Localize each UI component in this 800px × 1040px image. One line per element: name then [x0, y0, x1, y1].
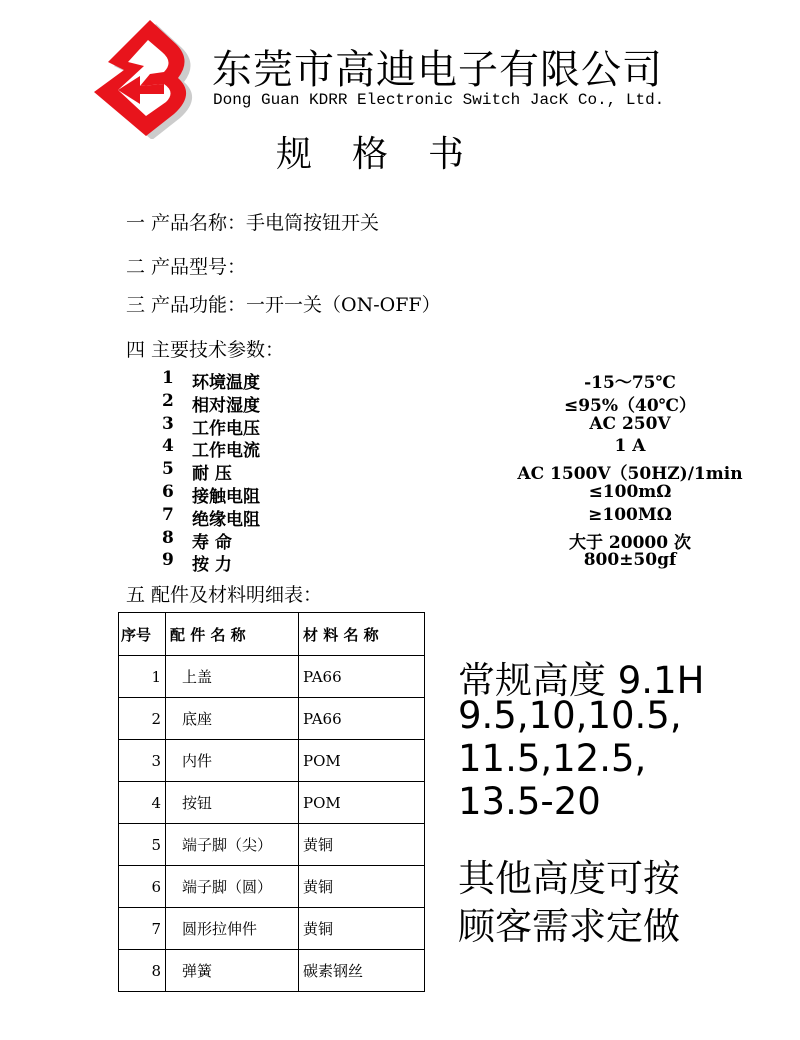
row-index: 6 — [119, 866, 166, 908]
header-material: 材 料 名 称 — [299, 613, 425, 656]
row-index: 2 — [119, 698, 166, 740]
spec-label: 寿 命 — [192, 532, 232, 553]
section-tech-params: 四 主要技术参数： — [126, 339, 285, 361]
section-product-function: 三 产品功能：一开一关（ON-OFF） — [126, 294, 441, 316]
note-line: 其他高度可按 — [458, 857, 680, 900]
spec-item — [162, 413, 762, 439]
material: 黄铜 — [299, 866, 425, 908]
row-index: 8 — [119, 950, 166, 992]
spec-item — [162, 436, 762, 462]
section-product-name: 一 产品名称：手电筒按钮开关 — [126, 212, 380, 234]
spec-value: 1 A — [614, 436, 646, 457]
row-index: 5 — [119, 824, 166, 866]
spec-item — [162, 368, 762, 393]
table-row — [119, 698, 425, 740]
header-index: 序号 — [119, 613, 166, 656]
material: 碳素钢丝 — [299, 950, 425, 992]
part-name: 弹簧 — [166, 950, 299, 992]
spec-label: 绝缘电阻 — [192, 509, 260, 530]
company-name-cn: 东莞市高迪电子有限公司 — [212, 47, 663, 93]
spec-index: 1 — [162, 368, 174, 388]
spec-label: 按 力 — [192, 555, 232, 576]
spec-value: AC 1500V（50HZ)/1min — [517, 464, 743, 485]
spec-value: ≤95%（40℃） — [563, 395, 697, 416]
note-line: 顾客需求定做 — [458, 905, 680, 948]
spec-label: 耐 压 — [192, 464, 232, 485]
note-line: 11.5,12.5, — [458, 737, 647, 780]
spec-index: 4 — [162, 436, 174, 457]
spec-label: 接触电阻 — [192, 487, 260, 507]
note-line: 常规高度 9.1H — [458, 659, 705, 702]
table-row — [119, 782, 425, 824]
section-product-model: 二 产品型号： — [126, 256, 247, 278]
spec-value: AC 250V — [589, 413, 671, 434]
material: 黄铜 — [299, 908, 425, 950]
part-name: 底座 — [166, 698, 299, 740]
material: POM — [299, 782, 425, 824]
spec-label: 相对湿度 — [192, 395, 260, 416]
spec-label: 工作电流 — [192, 441, 260, 462]
material: 黄铜 — [299, 824, 425, 866]
material: POM — [299, 740, 425, 782]
table-row — [119, 824, 425, 866]
note-line: 9.5,10,10.5, — [458, 694, 682, 737]
spec-label: 工作电压 — [192, 418, 260, 439]
spec-index: 5 — [162, 459, 174, 480]
spec-item — [162, 527, 762, 553]
spec-item — [162, 459, 762, 485]
spec-index: 6 — [162, 482, 174, 502]
spec-index: 8 — [162, 527, 174, 548]
spec-index: 9 — [162, 550, 174, 571]
part-name: 上盖 — [166, 656, 299, 698]
spec-value: 大于 20000 次 — [569, 532, 691, 553]
material: PA66 — [299, 698, 425, 740]
table-row — [119, 950, 425, 992]
row-index: 3 — [119, 740, 166, 782]
part-name: 按钮 — [166, 782, 299, 824]
material: PA66 — [299, 656, 425, 698]
table-row — [119, 866, 425, 908]
section-materials: 五 配件及材料明细表： — [126, 584, 323, 606]
materials-table — [118, 612, 425, 992]
document-title: 规格书 — [276, 134, 505, 175]
spec-index: 2 — [162, 390, 174, 411]
spec-value: 800±50gf — [583, 550, 677, 571]
spec-value: ≥100MΩ — [588, 504, 672, 525]
table-row — [119, 908, 425, 950]
spec-index: 3 — [162, 413, 174, 434]
spec-item — [162, 390, 762, 416]
note-line: 13.5-20 — [458, 780, 601, 823]
company-logo — [88, 14, 198, 139]
part-name: 圆形拉伸件 — [166, 908, 299, 950]
spec-value: -15～75℃ — [584, 373, 676, 393]
spec-item — [162, 504, 762, 530]
row-index: 1 — [119, 656, 166, 698]
row-index: 4 — [119, 782, 166, 824]
part-name: 内件 — [166, 740, 299, 782]
part-name: 端子脚（圆） — [166, 866, 299, 908]
header-part-name: 配 件 名 称 — [166, 613, 299, 656]
company-name-en: Dong Guan KDRR Electronic Switch JacK Co., Ltd. — [213, 91, 665, 109]
table-header-row — [119, 613, 425, 656]
spec-item — [162, 482, 762, 507]
spec-index: 7 — [162, 504, 174, 525]
row-index: 7 — [119, 908, 166, 950]
spec-item — [162, 550, 762, 576]
table-row — [119, 740, 425, 782]
spec-label: 环境温度 — [192, 373, 260, 393]
part-name: 端子脚（尖） — [166, 824, 299, 866]
table-row — [119, 656, 425, 698]
spec-value: ≤100mΩ — [588, 482, 672, 502]
